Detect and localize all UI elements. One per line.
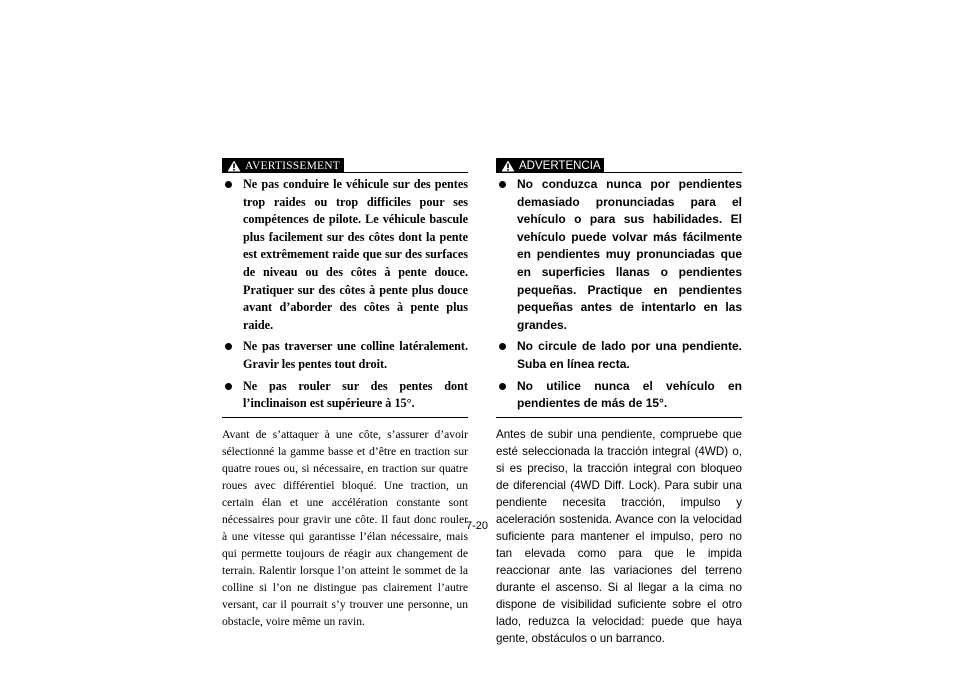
french-warning-badge: [222, 158, 344, 173]
spanish-warning-item: No conduzca nunca por pendientes demasiado pronunciadas para el vehículo o para sus habilidades. El vehículo puede volvar más fácilmente en pendientes muy pronunciadas que en superficies llanas o pendientes pequeñas. Practique en pendientes pequeñas antes de intentarlo en las grandes.: [496, 176, 742, 334]
spanish-body-paragraph: Antes de subir una pendiente, compruebe que esté seleccionada la tracción integral (4WD) o, si es preciso, la tracción integral con bloqueo de diferencial (4WD Diff. Lock). Para subir una pendiente necesita tracción, impulso y aceleración sostenida. Avance con la velocidad suficiente para mantener el impulso, pero no tan elevada como para que le impida reaccionar ante las variaciones del terreno durante el ascenso. Si al llegar a la cima no dispone de visibilidad suficiente sobre el otro lado, reduzca la velocidad: puede que haya gente, obstáculos o un barranco.: [496, 427, 742, 645]
warning-triangle-icon: [227, 160, 241, 172]
spanish-warning-item: No circule de lado por una pendiente. Suba en línea recta.: [496, 338, 742, 373]
warning-triangle-icon: [501, 160, 515, 172]
french-warning-item: Ne pas traverser une colline latéralement. Gravir les pentes tout droit.: [222, 338, 468, 373]
french-warning-item: Ne pas conduire le véhicule sur des pentes trop raides ou trop difficiles pour ses compétences de pilote. Le véhicule bascule plus facilement sur des côtes dont la pente est extrêmement raide que sur des surfaces de niveau ou des côtes à pente douce. Pratiquer sur des côtes à pente plus douce avant d’aborder des côtes à pente plus raide.: [222, 176, 468, 334]
spanish-warning-list: [496, 172, 742, 413]
french-warning-header: [222, 158, 468, 172]
spanish-warning-badge: [496, 158, 604, 173]
page-number: 7-20: [466, 520, 489, 532]
french-body-paragraph: Avant de s’attaquer à une côte, s’assurer d’avoir sélectionné la gamme basse et d’être en traction sur quatre roues ou, si nécessaire, en traction sur quatre roues avec différentiel bloqué. Une traction, un certain élan et une accélération constante sont nécessaires pour gravir une côte. Il faut donc rouler à une vitesse qui garantisse l’élan nécessaire, mais qui permette toujours de réagir aux changement de terrain. Ralentir lorsque l’on atteint le sommet de la colline si l’on ne distingue pas clairement l’autre versant, car il pourrait s’y trouver une personne, un obstacle, voire même un ravin.: [222, 427, 468, 628]
french-column: [222, 158, 468, 630]
french-warning-end-rule: [222, 417, 468, 418]
spanish-column: [496, 158, 742, 647]
french-warning-label: AVERTISSEMENT: [245, 159, 340, 172]
french-warning-item: Ne pas rouler sur des pentes dont l’inclinaison est supérieure à 15°.: [222, 378, 468, 413]
spanish-warning-header: [496, 158, 742, 172]
french-warning-list: [222, 172, 468, 413]
spanish-warning-label: ADVERTENCIA: [519, 159, 601, 172]
spanish-warning-end-rule: [496, 417, 742, 418]
spanish-warning-item: No utilice nunca el vehículo en pendientes de más de 15°.: [496, 378, 742, 413]
